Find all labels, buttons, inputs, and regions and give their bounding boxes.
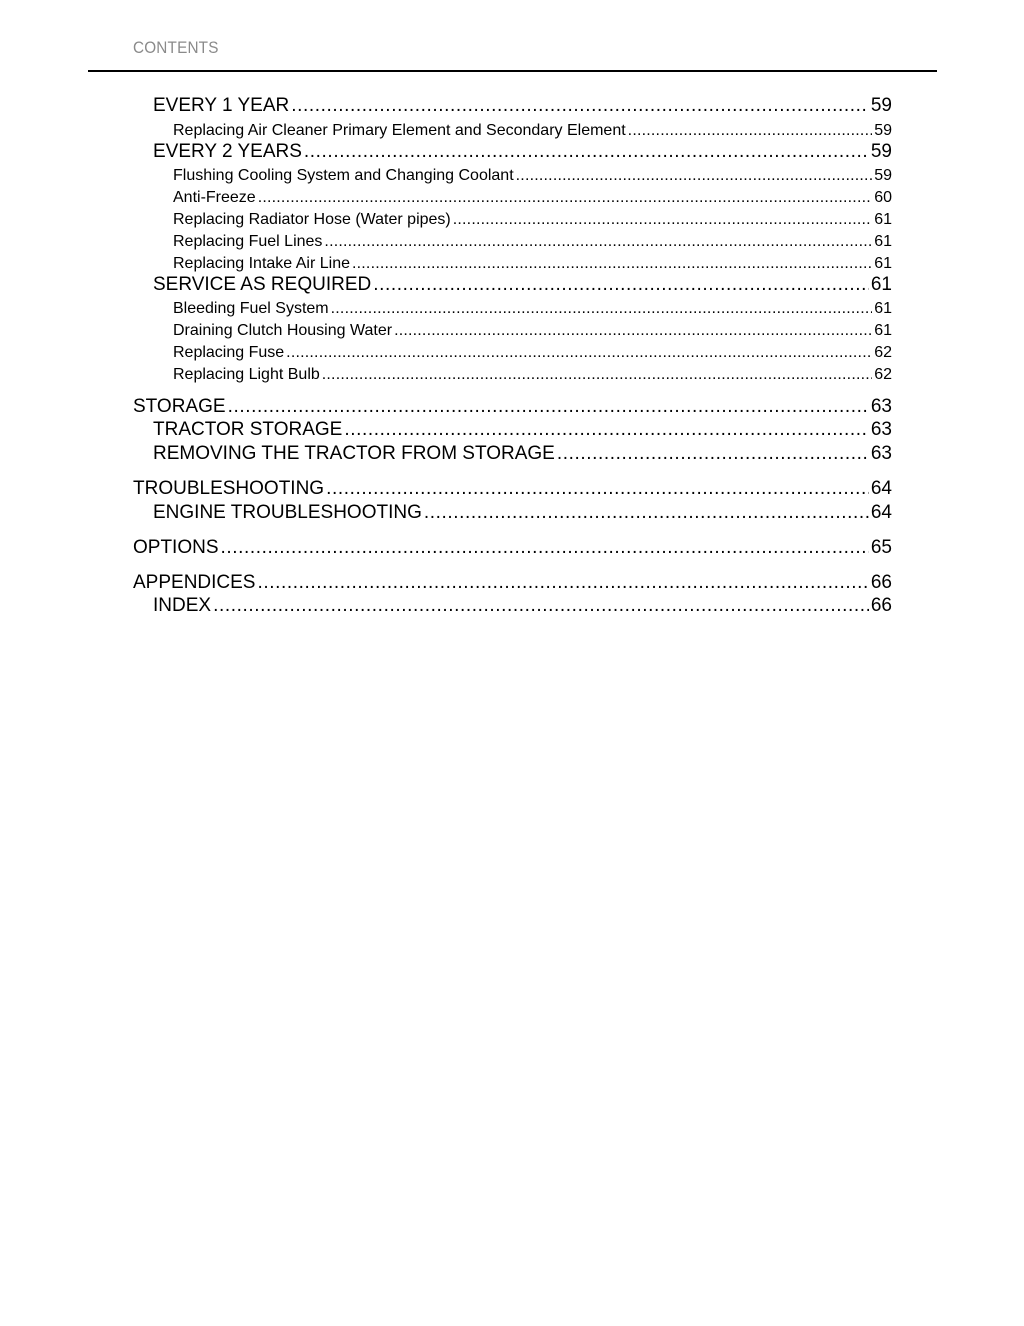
toc-entry-page: 59 [870,141,892,162]
toc-leader-dots [557,443,869,465]
toc-entry-page: 62 [874,366,892,383]
toc-entry-label: STORAGE [133,396,226,417]
toc-leader-dots [304,141,869,163]
toc-leader-dots [257,572,868,594]
toc-entry-page: 62 [874,344,892,361]
toc-entry-label: Replacing Radiator Hose (Water pipes) [173,211,451,228]
toc-leader-dots [516,167,873,185]
toc-entry-page: 61 [874,211,892,228]
toc-leader-dots [394,322,872,340]
toc-entry[interactable] [133,478,892,500]
toc-entry[interactable] [173,322,892,340]
toc-entry-page: 61 [874,322,892,339]
toc-leader-dots [331,300,873,318]
toc-entry[interactable] [133,572,892,594]
toc-entry-label: INDEX [153,595,212,616]
toc-entry-label: ENGINE TROUBLESHOOTING [153,502,422,523]
toc-entry-page: 61 [874,300,892,317]
toc-entry[interactable] [173,366,892,384]
toc-leader-dots [286,344,872,362]
toc-entry-label: Replacing Air Cleaner Primary Element and Secondary Element [173,122,626,139]
toc-entry-page: 63 [870,419,892,440]
toc-leader-dots [424,502,869,524]
toc-entry-page: 59 [874,122,892,139]
toc-leader-dots [628,122,873,140]
toc-leader-dots [291,95,869,117]
toc-entry-label: REMOVING THE TRACTOR FROM STORAGE [153,443,555,464]
toc-entry-page: 61 [874,233,892,250]
toc-entry-label: SERVICE AS REQUIRED [153,274,372,295]
toc-entry[interactable] [173,189,892,207]
toc-entry-label: EVERY 2 YEARS [153,141,302,162]
toc-entry-label: Replacing Fuel Lines [173,233,323,250]
toc-entry-label: Replacing Fuse [173,344,285,361]
toc-entry-page: 66 [870,572,892,593]
toc-entry[interactable] [153,502,892,524]
toc-entry-page: 65 [870,537,892,558]
toc-entry-label: Bleeding Fuel System [173,300,329,317]
header-title: CONTENTS [133,38,219,57]
toc-leader-dots [373,274,869,296]
toc-entry[interactable] [153,595,892,617]
toc-entry[interactable] [173,300,892,318]
toc-entry-label: Replacing Intake Air Line [173,255,350,272]
toc-entry-page: 61 [870,274,892,295]
toc-entry-label: EVERY 1 YEAR [153,95,290,116]
toc-entry[interactable] [173,122,892,140]
toc-entry-label: TRACTOR STORAGE [153,419,343,440]
header-rule [88,70,937,72]
toc-entry[interactable] [173,255,892,273]
toc-entry-page: 66 [870,595,892,616]
toc-entry-label: Flushing Cooling System and Changing Coolant [173,167,514,184]
toc-entry-page: 64 [870,502,892,523]
toc-leader-dots [453,211,872,229]
toc-entry-label: APPENDICES [133,572,256,593]
toc-entry[interactable] [153,419,892,441]
toc-entry[interactable] [173,211,892,229]
toc-leader-dots [322,366,872,384]
toc-entry-label: OPTIONS [133,537,219,558]
toc-entry[interactable] [173,167,892,185]
toc-leader-dots [258,189,873,207]
toc-entry-label: Replacing Light Bulb [173,366,320,383]
toc-entry-label: Anti-Freeze [173,189,256,206]
toc-entry-page: 64 [870,478,892,499]
toc-leader-dots [213,595,869,617]
toc-leader-dots [326,478,869,500]
toc-entry-page: 59 [874,167,892,184]
toc-entry[interactable] [153,443,892,465]
toc-entry-page: 63 [870,396,892,417]
toc-entry[interactable] [173,344,892,362]
toc-leader-dots [228,396,869,418]
toc-entry-page: 61 [874,255,892,272]
toc-entry[interactable] [153,141,892,163]
toc-entry-page: 63 [870,443,892,464]
toc-leader-dots [324,233,872,251]
toc-entry[interactable] [153,274,892,296]
toc-leader-dots [221,537,869,559]
toc-leader-dots [352,255,872,273]
toc-entry[interactable] [173,233,892,251]
toc-entry[interactable] [153,95,892,117]
toc-entry-label: TROUBLESHOOTING [133,478,325,499]
toc-entry-label: Draining Clutch Housing Water [173,322,393,339]
toc-entry[interactable] [133,537,892,559]
toc-entry-page: 60 [874,189,892,206]
toc-leader-dots [344,419,869,441]
toc-entry[interactable] [133,396,892,418]
toc-entry-page: 59 [870,95,892,116]
